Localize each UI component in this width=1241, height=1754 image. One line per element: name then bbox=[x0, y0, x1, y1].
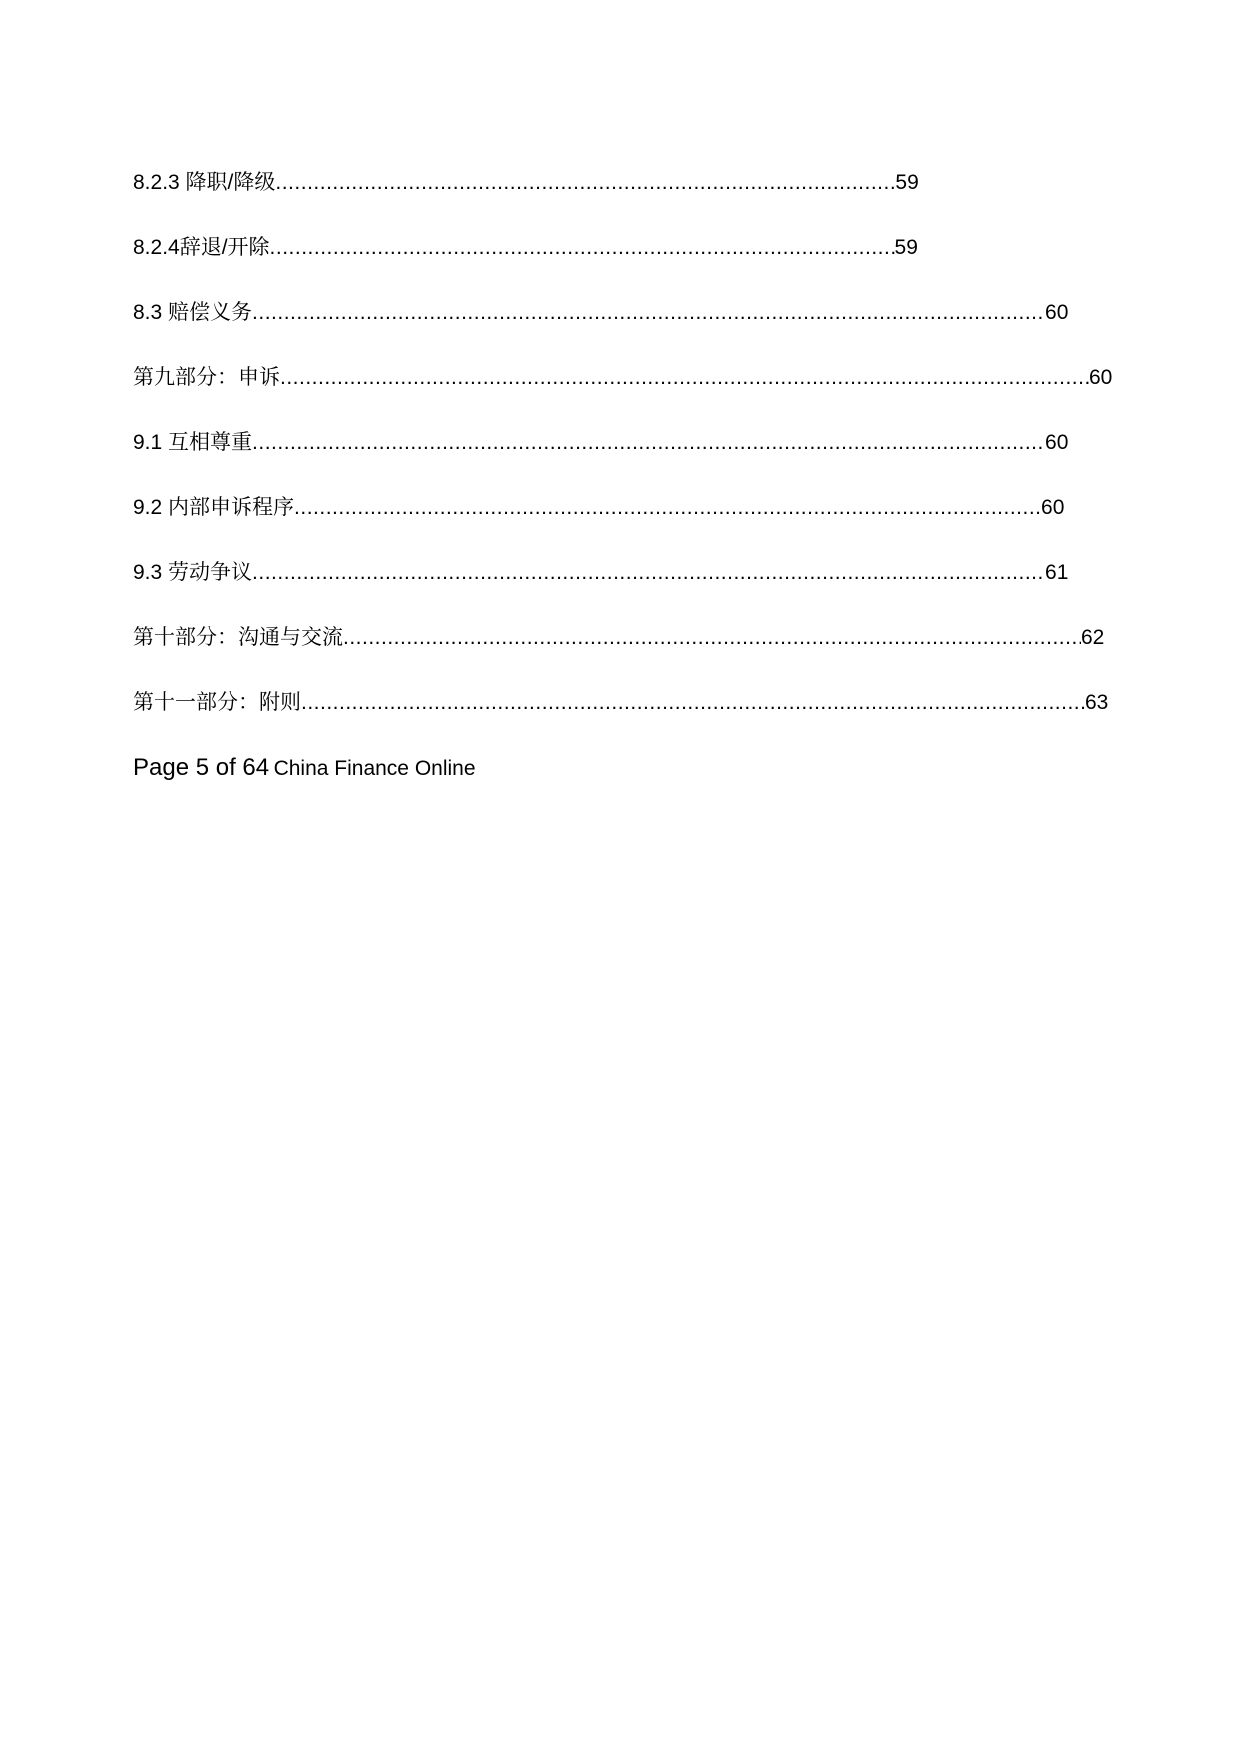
company-name: China Finance Online bbox=[273, 757, 476, 780]
page-number-text: Page 5 of 64 bbox=[133, 754, 270, 781]
toc-leader-dots bbox=[252, 430, 1045, 455]
toc-entry-9-2[interactable] bbox=[133, 495, 1133, 560]
toc-leader-dots bbox=[343, 625, 1081, 650]
toc-entry-label: 8.3 赔偿义务 bbox=[133, 301, 253, 324]
toc-entry-page: 60 bbox=[1045, 301, 1069, 324]
toc-entry-part-9[interactable] bbox=[133, 365, 1133, 430]
toc-leader-dots bbox=[252, 300, 1045, 325]
toc-entry-page: 60 bbox=[1045, 431, 1069, 454]
toc-entry-page: 59 bbox=[895, 171, 919, 194]
toc-leader-dots bbox=[280, 365, 1089, 390]
toc-entry-label: 第九部分：申诉 bbox=[133, 366, 280, 389]
toc-leader-dots bbox=[275, 170, 895, 195]
toc-entry-label: 9.3 劳动争议 bbox=[133, 561, 253, 584]
toc-leader-dots bbox=[301, 690, 1085, 715]
toc-entry-part-10[interactable] bbox=[133, 625, 1133, 690]
toc-entry-page: 59 bbox=[894, 236, 918, 259]
toc-entry-9-3[interactable] bbox=[133, 560, 1133, 625]
toc-entry-8-2-4[interactable] bbox=[133, 235, 1133, 300]
toc-entry-label: 第十一部分：附则 bbox=[133, 691, 301, 714]
toc-entry-page: 60 bbox=[1089, 366, 1113, 389]
toc-entry-8-3[interactable] bbox=[133, 300, 1133, 365]
toc-leader-dots bbox=[270, 235, 895, 260]
toc-entry-page: 63 bbox=[1085, 691, 1109, 714]
toc-leader-dots bbox=[294, 495, 1041, 520]
toc-leader-dots bbox=[252, 560, 1045, 585]
toc-entry-label: 9.2 内部申诉程序 bbox=[133, 496, 295, 519]
toc-entry-page: 60 bbox=[1041, 496, 1065, 519]
toc-entry-label: 8.2.3 降职/降级 bbox=[133, 171, 276, 194]
page-footer bbox=[133, 754, 476, 782]
toc-entry-page: 62 bbox=[1081, 626, 1105, 649]
toc-entry-label: 第十部分：沟通与交流 bbox=[133, 626, 343, 649]
toc-entry-part-11[interactable] bbox=[133, 690, 1133, 755]
toc-entry-page: 61 bbox=[1045, 561, 1069, 584]
toc-entry-label: 8.2.4辞退/开除 bbox=[133, 236, 270, 259]
toc-entry-label: 9.1 互相尊重 bbox=[133, 431, 253, 454]
table-of-contents bbox=[133, 170, 1133, 755]
toc-entry-9-1[interactable] bbox=[133, 430, 1133, 495]
toc-entry-8-2-3[interactable] bbox=[133, 170, 1133, 235]
